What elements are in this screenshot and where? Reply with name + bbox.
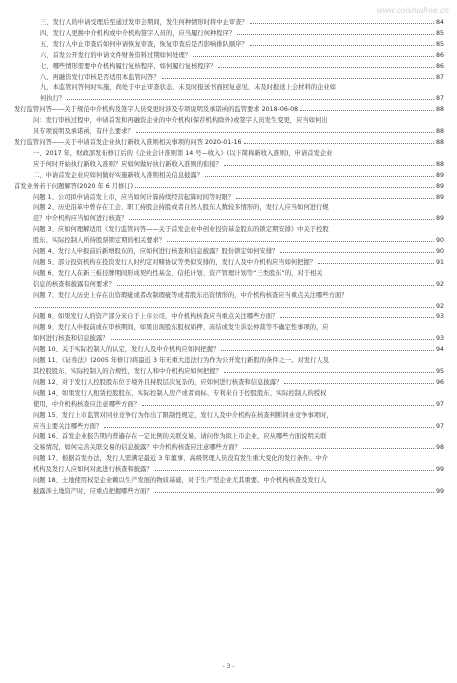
toc-entry-text: 问题 1、公司拟申请首发上市，应当如何计算持续经营起算时间等时限？ bbox=[33, 193, 235, 201]
toc-page-number: 92 bbox=[435, 280, 444, 288]
toc-dot-leader bbox=[236, 198, 434, 199]
toc-entry[interactable] bbox=[14, 40, 444, 51]
toc-page-number: 96 bbox=[435, 378, 444, 386]
toc-entry[interactable] bbox=[14, 105, 444, 116]
toc-entry-text: 问题 11、《证券法》(2005 年修订)将最近 3 年无重大违法行为作为公开发行新股的条件之一。对发行人及 bbox=[33, 357, 329, 365]
toc-dot-leader bbox=[244, 143, 434, 144]
toc-entry[interactable] bbox=[14, 269, 444, 291]
toc-entry-text: 八、再融资发行审核是否适用本监管问答？ bbox=[40, 73, 160, 81]
toc-dot-leader bbox=[111, 339, 434, 340]
toc-entry-text: 其控股股东、实际控制人的合规性，发行人和中介机构应如何把握？ bbox=[33, 368, 222, 375]
toc-dot-leader bbox=[162, 78, 434, 79]
toc-page-number: 94 bbox=[435, 346, 444, 354]
toc-page-number: 99 bbox=[435, 487, 444, 495]
toc-dot-leader bbox=[243, 448, 434, 449]
toc-dot-leader bbox=[129, 219, 434, 220]
toc-entry-text: 应当主要关注哪些方面？ bbox=[33, 422, 103, 430]
toc-page-number: 88 bbox=[435, 160, 444, 168]
toc-entry-text: 五、发行人中止审查后如何申请恢复审查，恢复审查后是否影响排队顺序？ bbox=[40, 40, 248, 48]
toc-dot-leader bbox=[221, 350, 434, 351]
toc-dot-leader bbox=[280, 252, 434, 253]
toc-dot-leader bbox=[218, 67, 434, 68]
table-of-contents bbox=[14, 18, 444, 498]
toc-page-number: 88 bbox=[435, 128, 444, 136]
toc-entry[interactable] bbox=[14, 356, 444, 378]
toc-dot-leader bbox=[205, 176, 434, 177]
toc-entry-text: 应于何时开始执行新收入准则？应如何做好执行新收入准则的衔接？ bbox=[33, 160, 222, 168]
toc-entry[interactable] bbox=[14, 51, 444, 62]
toc-entry[interactable] bbox=[14, 247, 444, 258]
toc-entry-text: 首发业务若干问题解答(2020 年 6 月修订) bbox=[14, 182, 134, 190]
toc-dot-leader bbox=[284, 383, 434, 384]
toc-entry-text: 何执行？ bbox=[40, 95, 66, 103]
toc-entry-text: 问题 10、关于实际控制人的认定，发行人及中介机构应如何把握？ bbox=[33, 346, 220, 354]
toc-entry-text: 问题 9、发行人申报前或在审核期间，如果出现股东股权质押、冻结或发生诉讼仲裁等不确定性事项的，应 bbox=[33, 324, 329, 332]
toc-dot-leader bbox=[136, 132, 434, 133]
toc-entry-text: 问题 15、发行上市监管对同业竞争行为作出了限制性规定，发行人及中介机构在核查判断同业竞争事项时， bbox=[33, 411, 333, 419]
toc-dot-leader bbox=[35, 307, 434, 308]
toc-entry[interactable] bbox=[14, 258, 444, 269]
toc-page-number: 93 bbox=[435, 335, 444, 343]
page-number-value: 3 bbox=[226, 663, 231, 670]
toc-entry-text: 问题 7、发行人历史上存在出资瑕疵或者改制瑕疵等或者股东出资情形的，中介机构核查应当重点关注哪些方面？ bbox=[33, 291, 348, 299]
toc-entry[interactable] bbox=[14, 345, 444, 356]
toc-entry-text: 问：发行审核过程中，申请首发和再融资企业的中介机构(保荐机构除外)或签字人员发生变更，应当如何出 bbox=[33, 117, 328, 125]
toc-page-number: 89 bbox=[435, 182, 444, 190]
toc-page-number: 89 bbox=[435, 171, 444, 179]
toc-dot-leader bbox=[224, 165, 434, 166]
toc-dot-leader bbox=[237, 34, 434, 35]
toc-entry-text: 一、2017 年，财政部发布修订后的《企业会计准则第 14 号—收入》(以下简称新收入准则)，申请首发企业 bbox=[33, 149, 333, 157]
toc-dot-leader bbox=[318, 263, 434, 264]
toc-entry-text: 问题 18、土地使用权是企业赖以生产发展的物质基础，对于生产型企业尤其重要。中介机构核查及发行人 bbox=[33, 477, 327, 485]
toc-entry[interactable] bbox=[14, 83, 444, 105]
toc-entry[interactable] bbox=[14, 62, 444, 73]
toc-page-number: 91 bbox=[435, 258, 444, 266]
toc-page-number: 93 bbox=[435, 313, 444, 321]
toc-entry[interactable] bbox=[14, 203, 444, 225]
toc-entry-text: 范？中介机构应当如何进行核查？ bbox=[33, 215, 128, 223]
toc-entry-text: 问题 8、如果发行人的资产部分来自于上市公司，中介机构核查应当重点关注哪些方面？ bbox=[33, 313, 279, 321]
toc-entry-text: 股东、实际控制人所持股票锁定期的相关要求？ bbox=[33, 237, 166, 245]
toc-entry[interactable] bbox=[14, 389, 444, 411]
toc-entry-text: 机构及发行人应如何对此进行核查和披露？ bbox=[33, 466, 153, 474]
toc-entry[interactable] bbox=[14, 454, 444, 476]
toc-dot-leader bbox=[155, 492, 434, 493]
toc-page-number: 98 bbox=[435, 444, 444, 452]
toc-entry-text: 如何进行核查和信息披露？ bbox=[33, 335, 109, 343]
toc-entry-text: 信息的核查和披露有何要求？ bbox=[33, 280, 115, 288]
toc-page-number: 97 bbox=[435, 400, 444, 408]
toc-entry-text: 披露涉土地资产时，应重点把握哪些方面？ bbox=[33, 487, 153, 495]
toc-entry-text: 四、发行人更换中介机构或中介机构签字人员的，应当履行何种程序？ bbox=[40, 29, 236, 37]
toc-entry[interactable] bbox=[14, 476, 444, 498]
toc-entry-text: 问题 6、发行人在新三板挂牌期间形成契约性基金、信托计划、资产管理计划等“三类股东”的，对于相关 bbox=[33, 269, 323, 277]
toc-entry-text: 三、发行人的申请受理后至通过发审会期间，发生何种情形时将中止审查？ bbox=[40, 19, 248, 26]
toc-entry[interactable] bbox=[14, 432, 444, 454]
toc-page-number: 87 bbox=[435, 73, 444, 81]
toc-entry[interactable] bbox=[14, 323, 444, 345]
toc-entry-text: 二、申请首发企业应如何做好实施新收入准则相关信息披露？ bbox=[33, 171, 204, 179]
toc-entry[interactable] bbox=[14, 411, 444, 433]
page-number: - 3 - bbox=[222, 663, 235, 670]
toc-entry-text: 使用，中介机构核查应注意哪些方面？ bbox=[33, 400, 141, 408]
toc-entry[interactable] bbox=[14, 18, 444, 29]
toc-page-number: 89 bbox=[435, 215, 444, 223]
toc-dot-leader bbox=[300, 110, 434, 111]
toc-page-number: 90 bbox=[435, 248, 444, 256]
toc-dot-leader bbox=[104, 427, 434, 428]
toc-entry-text: 问题 3、应如何理解适用《发行监管问答——关于首发企业中创业投资基金股东的锁定期安排》中关于控股 bbox=[33, 226, 329, 234]
toc-page-number: 90 bbox=[435, 237, 444, 245]
toc-entry[interactable] bbox=[14, 73, 444, 84]
toc-entry-text: 问题 5、部分投资机构在投资发行人时约定对赌协议等类似安排的，发行人及中介机构应当如何把握？ bbox=[33, 258, 317, 266]
toc-entry-text: 问题 14、如果发行人租赁控股股东、实际控制人房产或者商标、专利来自于控股股东、实际控制人的授权 bbox=[33, 389, 327, 397]
toc-page-number: 86 bbox=[435, 62, 444, 70]
toc-page-number: 88 bbox=[435, 138, 444, 146]
toc-entry[interactable] bbox=[14, 312, 444, 323]
toc-entry-text: 七、哪些情形需要中介机构履行复核程序，如何履行复核程序？ bbox=[40, 62, 217, 70]
toc-entry-text: 发行监管问答——关于申请首发企业执行新收入准则相关事项的问答 2020-01-16 bbox=[14, 138, 242, 146]
toc-entry[interactable] bbox=[14, 378, 444, 389]
toc-entry[interactable] bbox=[14, 171, 444, 182]
toc-entry[interactable] bbox=[14, 193, 444, 204]
toc-entry-text: 问题 12、对于发行人控股股东位于境外且持股层次复杂的，应如何进行核查和信息披露？ bbox=[33, 378, 283, 386]
toc-entry[interactable] bbox=[14, 182, 444, 193]
toc-dot-leader bbox=[250, 45, 434, 46]
toc-page-number: 85 bbox=[435, 40, 444, 48]
toc-page-number: 86 bbox=[435, 51, 444, 59]
toc-page-number: 84 bbox=[435, 19, 444, 26]
toc-entry[interactable] bbox=[14, 29, 444, 40]
toc-entry-text: 六、首发公开发行的申请文件财务资料过期如何处理？ bbox=[40, 51, 192, 59]
toc-entry-text: 问题 2、历史沿革中曾存在工会、职工持股会持股或者自然人股东人数较多情形的，发行人应当如何进行规 bbox=[33, 204, 329, 212]
toc-dot-leader bbox=[135, 187, 434, 188]
toc-dot-leader bbox=[193, 56, 434, 57]
toc-entry-text: 九、本监管问答何时实施，尚处于中止审查状态、未及时报送书面回复意见、未及时报送上会材料的企业如 bbox=[40, 84, 336, 92]
toc-page-number: 89 bbox=[435, 193, 444, 201]
toc-entry-text: 具专项说明及承诺函，有什么要求？ bbox=[33, 128, 134, 136]
toc-entry[interactable] bbox=[14, 225, 444, 247]
toc-entry-text: 问题 16、首发企业报告期内普遍存在一定比例的关联交易，请问作为拟上市企业，应从哪些方面说明关联 bbox=[33, 433, 327, 441]
toc-entry[interactable] bbox=[14, 291, 444, 313]
toc-page-number: 87 bbox=[435, 95, 444, 103]
toc-page-number: 92 bbox=[435, 302, 444, 310]
toc-entry[interactable] bbox=[14, 149, 444, 171]
watermark-text: www.coishuifree.cn bbox=[376, 6, 449, 15]
toc-page-number: 99 bbox=[435, 466, 444, 474]
toc-dot-leader bbox=[117, 285, 434, 286]
toc-dot-leader bbox=[155, 470, 434, 471]
toc-page-number: 88 bbox=[435, 106, 444, 114]
toc-entry[interactable] bbox=[14, 116, 444, 138]
toc-page-number: 95 bbox=[435, 368, 444, 375]
toc-entry[interactable] bbox=[14, 138, 444, 149]
toc-entry-text: 问题 4、发行人申报前后新增股东的，应如何进行核查和信息披露？股份锁定如何安排？ bbox=[33, 248, 279, 256]
toc-dot-leader bbox=[167, 241, 434, 242]
toc-dot-leader bbox=[67, 99, 434, 100]
toc-dot-leader bbox=[250, 23, 434, 24]
toc-entry-text: 交易情况，如何完善关联交易的信息披露？中介机构核查应注意哪些方面？ bbox=[33, 444, 241, 452]
toc-dot-leader bbox=[280, 317, 434, 318]
toc-page-number: 85 bbox=[435, 29, 444, 37]
toc-dot-leader bbox=[142, 405, 434, 406]
toc-dot-leader bbox=[224, 372, 434, 373]
toc-entry-text: 问题 17、根据首发办法，发行人需满足最近 3 年董事、高级管理人员没有发生重大变化的发行条件。中介 bbox=[33, 455, 329, 463]
toc-page-number: 97 bbox=[435, 422, 444, 430]
toc-entry-text: 发行监管问答——关于规范中介机构及签字人员变更时涉及专项说明及承诺函的监管要求 2018-06-08 bbox=[14, 106, 299, 114]
